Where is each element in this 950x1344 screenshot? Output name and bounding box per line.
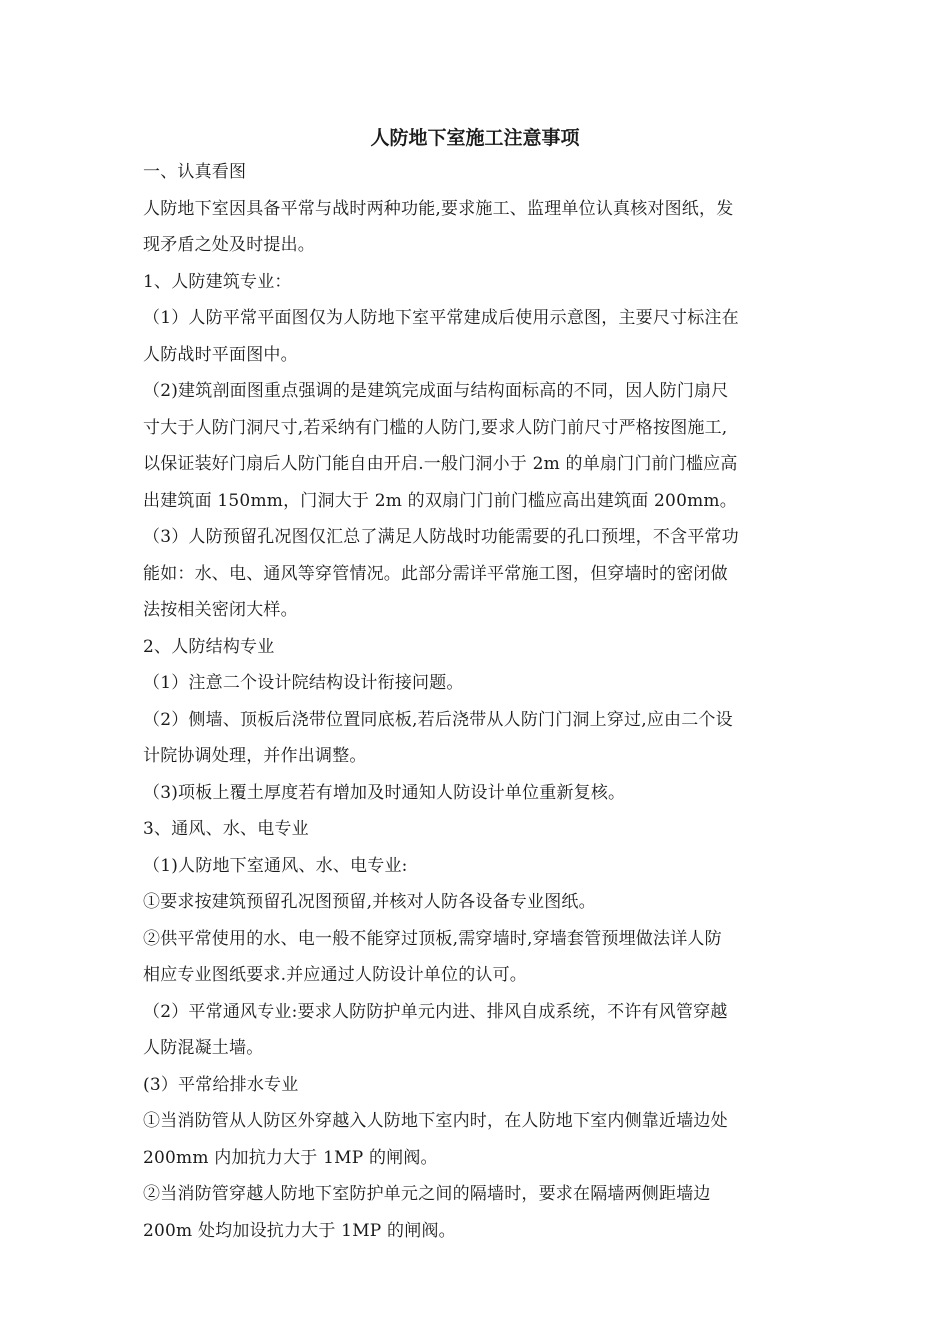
paragraph-line: 人防战时平面图中。: [143, 344, 298, 365]
paragraph-line: （3）人防预留孔况图仅汇总了满足人防战时功能需要的孔口预埋，不含平常功: [143, 527, 739, 547]
paragraph-line: ②供平常使用的水、电一般不能穿过顶板,需穿墙时,穿墙套管预埋做法详人防: [143, 928, 722, 949]
paragraph-line: （2）侧墙、顶板后浇带位置同底板,若后浇带从人防门门洞上穿过,应由二个设: [143, 709, 733, 730]
paragraph-line: （1)人防地下室通风、水、电专业:: [143, 855, 408, 876]
paragraph-line: 相应专业图纸要求.并应通过人防设计单位的认可。: [143, 965, 528, 985]
paragraph-line: 200m 处均加设抗力大于 1MP 的闸阀。: [143, 1220, 456, 1241]
section-heading: 一、认真看图: [143, 162, 247, 182]
paragraph-line: 寸大于人防门洞尺寸,若采纳有门槛的人防门,要求人防门前尺寸严格按图施工,: [143, 417, 728, 438]
paragraph-line: 出建筑面 150mm，门洞大于 2m 的双扇门门前门槛应高出建筑面 200mm。: [143, 490, 737, 511]
paragraph-line: ①要求按建筑预留孔况图预留,并核对人防各设备专业图纸。: [143, 892, 596, 912]
paragraph-line: 能如：水、电、通风等穿管情况。此部分需详平常施工图，但穿墙时的密闭做: [143, 563, 728, 584]
subsection-heading: 3、通风、水、电专业: [143, 819, 309, 839]
paragraph-line: 计院协调处理，并作出调整。: [143, 746, 367, 766]
paragraph-line: ②当消防管穿越人防地下室防护单元之间的隔墙时，要求在隔墙两侧距墙边: [143, 1184, 711, 1204]
paragraph-line: 以保证装好门扇后人防门能自由开启.一般门洞小于 2m 的单扇门门前门槛应高: [143, 454, 738, 474]
paragraph-line: 法按相关密闭大样。: [143, 600, 298, 620]
paragraph-line: （2）平常通风专业:要求人防防护单元内进、排风自成系统，不许有风管穿越: [143, 1001, 728, 1022]
paragraph-line: （1）注意二个设计院结构设计衔接问题。: [143, 673, 464, 693]
paragraph-line: 200mm 内加抗力大于 1MP 的闸阀。: [143, 1147, 438, 1168]
paragraph-line: （2)建筑剖面图重点强调的是建筑完成面与结构面标高的不同，因人防门扇尺: [143, 381, 729, 401]
paragraph-line: （1）人防平常平面图仅为人防地下室平常建成后使用示意图，主要尺寸标注在: [143, 308, 739, 328]
document-body: [143, 154, 813, 1249]
paragraph-line: (3）平常给排水专业: [143, 1074, 299, 1095]
paragraph-line: 人防混凝土墙。: [143, 1038, 264, 1058]
paragraph-line: 人防地下室因具备平常与战时两种功能,要求施工、监理单位认真核对图纸，发: [143, 198, 734, 219]
document-title: 人防地下室施工注意事项: [370, 127, 580, 149]
subsection-heading: 1、人防建筑专业：: [143, 271, 292, 292]
paragraph-line: ①当消防管从人防区外穿越入人防地下室内时，在人防地下室内侧靠近墙边处: [143, 1111, 728, 1131]
subsection-heading: 2、人防结构专业: [143, 636, 275, 657]
paragraph-line: 现矛盾之处及时提出。: [143, 235, 315, 255]
paragraph-line: （3)项板上覆土厚度若有增加及时通知人防设计单位重新复核。: [143, 782, 626, 803]
